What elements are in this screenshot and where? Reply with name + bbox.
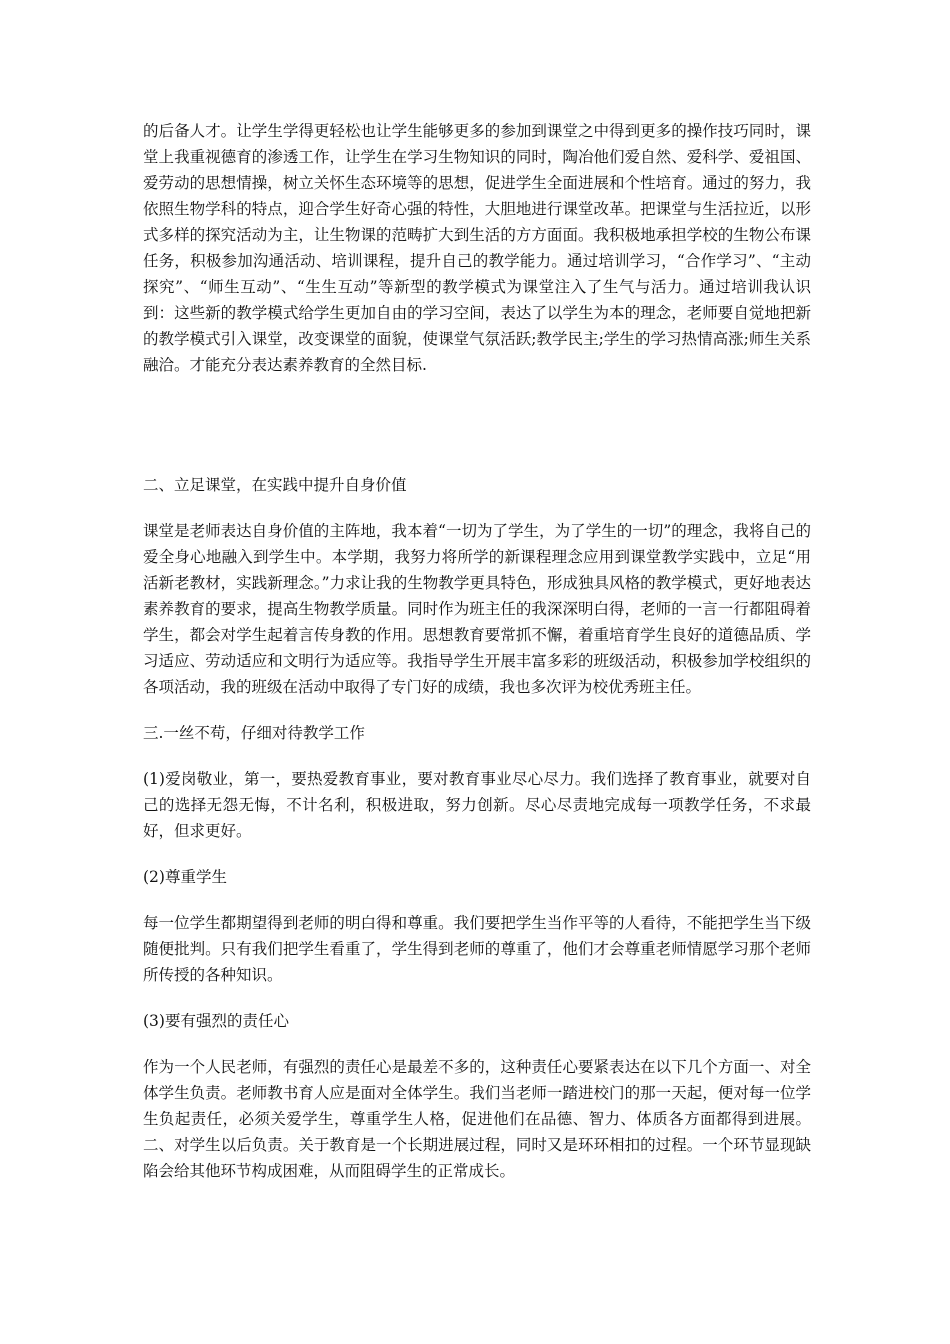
section-heading: 二、立足课堂，在实践中提升自身价值 <box>143 476 407 494</box>
section-heading: 三.一丝不苟，仔细对待教学工作 <box>143 724 365 742</box>
document-page <box>143 118 811 1184</box>
paragraph: 作为一个人民老师，有强烈的责任心是最差不多的，这种责任心要紧表达在以下几个方面一、对全体学生负责。老师教书育人应是面对全体学生。我们当老师一踏进校门的那一天起，便对每一位学生负起责任，必须关爱学生，尊重学生人格，促进他们在品德、智力、体质各方面都得到进展。二、对学生以后负责。关于教育是一个长期进展过程，同时又是环环相扣的过程。一个环节显现缺陷会给其他环节构成困难，从而阻碍学生的正常成长。 <box>143 1058 811 1180</box>
paragraph: 课堂是老师表达自身价值的主阵地，我本着“一切为了学生，为了学生的一切”的理念，我将自己的爱全身心地融入到学生中。本学期，我努力将所学的新课程理念应用到课堂教学实践中，立足“用活新老教材，实践新理念。”力求让我的生物教学更具特色，形成独具风格的教学模式，更好地表达素养教育的要求，提高生物教学质量。同时作为班主任的我深深明白得，老师的一言一行都阻碍着学生，都会对学生起着言传身教的作用。思想教育要常抓不懈，着重培育学生良好的道德品质、学习适应、劳动适应和文明行为适应等。我指导学生开展丰富多彩的班级活动，积极参加学校组织的各项活动，我的班级在活动中取得了专门好的成绩，我也多次评为校优秀班主任。 <box>143 522 811 696</box>
paragraph: (1)爱岗敬业，第一，要热爱教育事业，要对教育事业尽心尽力。我们选择了教育事业，就要对自己的选择无怨无悔，不计名利，积极进取，努力创新。尽心尽责地完成每一项教学任务，不求最好，但求更好。 <box>143 770 811 840</box>
paragraph: 的后备人才。让学生学得更轻松也让学生能够更多的参加到课堂之中得到更多的操作技巧同时，课堂上我重视德育的渗透工作，让学生在学习生物知识的同时，陶冶他们爱自然、爱科学、爱祖国、爱劳动的思想情操，树立关怀生态环境等的思想，促进学生全面进展和个性培育。通过的努力，我依照生物学科的特点，迎合学生好奇心强的特性，大胆地进行课堂改革。把课堂与生活拉近，以形式多样的探究活动为主，让生物课的范畴扩大到生活的方方面面。我积极地承担学校的生物公布课任务，积极参加沟通活动、培训课程，提升自己的教学能力。通过培训学习，“合作学习”、“主动探究”、“师生互动”、“生生互动”等新型的教学模式为课堂注入了生气与活力。通过培训我认识到：这些新的教学模式给学生更加自由的学习空间，表达了以学生为本的理念，老师要自觉地把新的教学模式引入课堂，改变课堂的面貌，使课堂气氛活跃;教学民主;学生的学习热情高涨;师生关系融洽。才能充分表达素养教育的全然目标. <box>143 122 811 374</box>
section-gap <box>143 378 811 472</box>
subsection-heading: (2)尊重学生 <box>143 868 227 886</box>
paragraph: 每一位学生都期望得到老师的明白得和尊重。我们要把学生当作平等的人看待，不能把学生当下级随便批判。只有我们把学生看重了，学生得到老师的尊重了，他们才会尊重老师情愿学习那个老师所传授的各种知识。 <box>143 914 811 984</box>
subsection-heading: (3)要有强烈的责任心 <box>143 1012 289 1030</box>
